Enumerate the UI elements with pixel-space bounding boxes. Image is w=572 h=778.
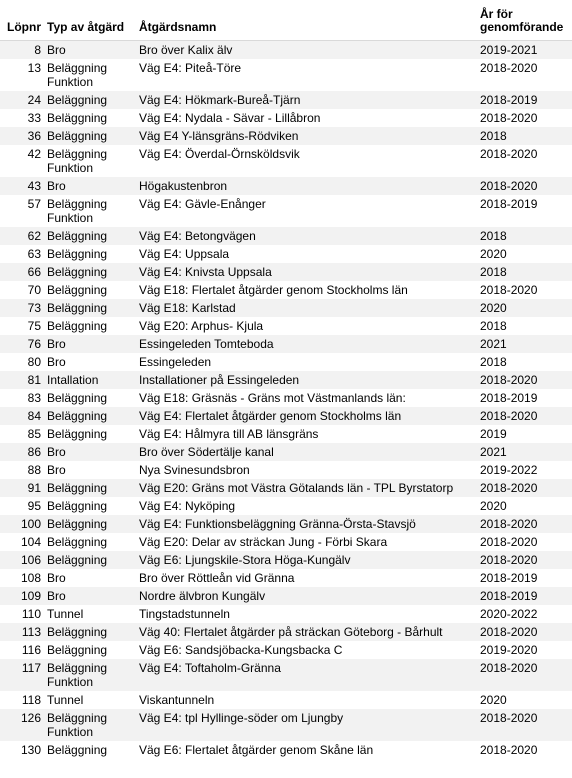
cell-typ-text: Beläggning — [47, 711, 108, 725]
cell-lopnr: 109 — [0, 587, 43, 605]
cell-typ — [43, 569, 135, 587]
table-row — [0, 533, 572, 551]
table-row — [0, 109, 572, 127]
header-ar — [476, 0, 572, 41]
cell-typ — [43, 263, 135, 281]
cell-lopnr: 83 — [27, 391, 41, 405]
cell-namn: Väg E4: Knivsta Uppsala — [135, 263, 476, 281]
cell-ar: 2021 — [476, 335, 572, 353]
cell-namn: Väg E6: Flertalet åtgärder genom Skåne län — [139, 743, 374, 757]
cell-lopnr: 110 — [21, 607, 41, 621]
cell-lopnr: 13 — [27, 61, 41, 75]
cell-ar: 2019-2022 — [480, 463, 538, 477]
cell-ar: 2018 — [480, 319, 507, 333]
cell-typ-text: Beläggning — [47, 391, 108, 405]
table-row — [0, 709, 572, 741]
cell-namn: Väg E4 Y-länsgräns-Rödviken — [135, 127, 476, 145]
cell-namn: Väg E4: Betongvägen — [135, 227, 476, 245]
table-row — [0, 177, 572, 195]
cell-typ — [43, 299, 135, 317]
cell-lopnr: 70 — [27, 283, 41, 297]
cell-lopnr: 8 — [0, 41, 43, 60]
header-lopnr: Löpnr — [0, 0, 43, 41]
cell-namn: Väg E18: Flertalet åtgärder genom Stockholms län — [139, 283, 408, 297]
cell-typ-text: Beläggning — [47, 229, 108, 243]
cell-typ-text: Beläggning — [47, 409, 108, 423]
cell-typ — [43, 533, 135, 551]
cell-lopnr: 33 — [27, 111, 41, 125]
cell-namn: Essingeleden Tomteboda — [135, 335, 476, 353]
cell-namn: Väg E6: Ljungskile-Stora Höga-Kungälv — [135, 551, 476, 569]
cell-namn: Väg E4: Överdal-Örnsköldsvik — [139, 147, 300, 161]
cell-lopnr: 76 — [0, 335, 43, 353]
cell-namn: Väg E4: Hökmark-Bureå-Tjärn — [135, 91, 476, 109]
table-row — [0, 245, 572, 263]
cell-ar: 2018 — [476, 127, 572, 145]
cell-typ-text: Beläggning — [47, 743, 108, 757]
header-ar-line1: År för — [480, 7, 513, 21]
cell-typ-text: Beläggning — [47, 517, 108, 531]
cell-typ-text: Beläggning — [47, 427, 108, 441]
cell-lopnr: 85 — [27, 427, 41, 441]
table-row — [0, 443, 572, 461]
cell-lopnr: 91 — [0, 479, 43, 497]
cell-typ-text: Beläggning — [47, 61, 108, 75]
cell-typ — [43, 587, 135, 605]
table-header — [0, 0, 572, 41]
cell-lopnr: 106 — [0, 551, 43, 569]
cell-namn: Essingeleden — [139, 355, 212, 369]
cell-typ-text: Tunnel — [47, 607, 84, 621]
cell-namn: Väg E4: Flertalet åtgärder genom Stockholms län — [135, 407, 476, 425]
cell-typ — [43, 317, 135, 335]
cell-ar: 2018-2020 — [480, 147, 538, 161]
cell-typ — [43, 479, 135, 497]
cell-ar: 2018-2019 — [480, 571, 538, 585]
cell-typ-text: Beläggning — [47, 499, 108, 513]
cell-namn: Väg E4: Nyköping — [139, 499, 236, 513]
cell-namn: Väg E4: Hålmyra till AB länsgräns — [139, 427, 319, 441]
cell-ar: 2018-2020 — [480, 535, 538, 549]
cell-ar: 2018-2020 — [476, 371, 572, 389]
cell-namn: Tingstadstunneln — [139, 607, 230, 621]
cell-typ — [43, 443, 135, 461]
cell-typ-text: Bro — [47, 337, 66, 351]
cell-lopnr: 36 — [0, 127, 43, 145]
cell-typ — [43, 127, 135, 145]
table-row — [0, 317, 572, 335]
table-row — [0, 335, 572, 353]
header-ar-line2: genomförande — [480, 20, 564, 34]
cell-ar: 2018-2020 — [480, 111, 538, 125]
table-row — [0, 659, 572, 691]
table-row — [0, 569, 572, 587]
cell-lopnr: 81 — [0, 371, 43, 389]
cell-typ-text: Beläggning — [47, 643, 108, 657]
cell-ar: 2018-2020 — [480, 283, 538, 297]
cell-namn: Väg E4: Gävle-Enånger — [139, 197, 266, 211]
table-row — [0, 605, 572, 623]
table-row — [0, 641, 572, 659]
cell-namn: Väg E20: Delar av sträckan Jung - Förbi Skara — [139, 535, 388, 549]
cell-ar: 2018-2019 — [476, 587, 572, 605]
cell-lopnr: 113 — [0, 623, 43, 641]
cell-typ-text: Beläggning — [47, 661, 108, 675]
cell-typ — [43, 281, 135, 299]
cell-typ — [43, 335, 135, 353]
cell-ar: 2018-2020 — [476, 551, 572, 569]
cell-lopnr: 130 — [20, 743, 41, 757]
cell-lopnr: 62 — [0, 227, 43, 245]
cell-namn: Installationer på Essingeleden — [135, 371, 476, 389]
cell-typ — [43, 245, 135, 263]
cell-lopnr: 95 — [27, 499, 41, 513]
cell-typ-text: Beläggning — [47, 301, 108, 315]
cell-namn: Viskantunneln — [139, 693, 215, 707]
table-row — [0, 227, 572, 245]
cell-typ — [43, 551, 135, 569]
cell-ar: 2018-2020 — [480, 743, 538, 757]
cell-namn: Väg E4: Funktionsbeläggning Gränna-Örsta-Stavsjö — [135, 515, 476, 533]
cell-lopnr: 86 — [0, 443, 43, 461]
table-row — [0, 59, 572, 91]
cell-typ-subtext: Funktion — [47, 725, 94, 739]
table-row — [0, 623, 572, 641]
cell-namn: Väg E4: Uppsala — [139, 247, 230, 261]
cell-typ — [43, 371, 135, 389]
table-row — [0, 389, 572, 407]
cell-ar: 2021 — [476, 443, 572, 461]
cell-typ — [43, 691, 135, 709]
cell-ar: 2018-2020 — [476, 659, 572, 691]
cell-namn: Väg E4: Nydala - Sävar - Lillåbron — [139, 111, 321, 125]
cell-lopnr: 75 — [27, 319, 41, 333]
cell-typ-text: Beläggning — [47, 111, 108, 125]
cell-typ — [43, 41, 135, 60]
table-body — [0, 41, 572, 760]
table-row — [0, 145, 572, 177]
cell-typ-text: Bro — [47, 445, 66, 459]
cell-lopnr: 84 — [0, 407, 43, 425]
table-row — [0, 425, 572, 443]
table-row — [0, 515, 572, 533]
table-row — [0, 741, 572, 759]
cell-lopnr: 57 — [27, 197, 41, 211]
cell-typ-text: Intallation — [47, 373, 99, 387]
table-row — [0, 91, 572, 109]
cell-lopnr: 100 — [0, 515, 43, 533]
cell-namn: Bro över Röttleån vid Gränna — [139, 571, 295, 585]
cell-typ-text: Beläggning — [47, 247, 108, 261]
table-row — [0, 41, 572, 60]
cell-lopnr: 66 — [0, 263, 43, 281]
cell-typ-text: Beläggning — [47, 319, 108, 333]
cell-lopnr: 117 — [0, 659, 43, 691]
cell-typ-text: Beläggning — [47, 283, 108, 297]
table-row — [0, 195, 572, 227]
cell-typ — [43, 109, 135, 127]
cell-lopnr: 108 — [20, 571, 41, 585]
cell-namn: Väg E20: Gräns mot Västra Götalands län - TPL Byrstatorp — [135, 479, 476, 497]
cell-typ-text: Beläggning — [47, 481, 108, 495]
cell-namn: Väg E20: Arphus- Kjula — [139, 319, 264, 333]
header-typ: Typ av åtgärd — [43, 0, 135, 41]
table-row — [0, 551, 572, 569]
cell-ar: 2018-2020 — [476, 623, 572, 641]
cell-typ — [43, 91, 135, 109]
cell-typ — [43, 425, 135, 443]
cell-namn: Väg E4: Toftaholm-Gränna — [135, 659, 476, 691]
cell-ar: 2018-2019 — [480, 391, 538, 405]
table-row — [0, 461, 572, 479]
cell-typ — [43, 605, 135, 623]
cell-ar: 2020 — [476, 299, 572, 317]
cell-typ-text: Bro — [47, 179, 66, 193]
cell-ar: 2020-2022 — [480, 607, 538, 621]
cell-ar: 2018 — [476, 227, 572, 245]
cell-namn: Väg 40: Flertalet åtgärder på sträckan Göteborg - Bårhult — [135, 623, 476, 641]
table-row — [0, 479, 572, 497]
table-row — [0, 263, 572, 281]
header-namn: Åtgärdsnamn — [135, 0, 476, 41]
cell-typ — [43, 741, 135, 759]
cell-namn: Bro över Södertälje kanal — [135, 443, 476, 461]
cell-typ-text: Bro — [47, 355, 66, 369]
cell-namn: Väg E4: Piteå-Töre — [139, 61, 242, 75]
table-row — [0, 299, 572, 317]
cell-typ — [43, 461, 135, 479]
cell-typ-text: Beläggning — [47, 129, 108, 143]
cell-typ — [43, 659, 135, 691]
cell-namn: Högakustenbron — [135, 177, 476, 195]
cell-typ-subtext: Funktion — [47, 211, 94, 225]
cell-ar: 2019-2020 — [480, 643, 538, 657]
cell-typ — [43, 641, 135, 659]
cell-ar: 2018-2020 — [476, 479, 572, 497]
cell-ar: 2018 — [476, 263, 572, 281]
cell-ar: 2018-2019 — [476, 91, 572, 109]
cell-lopnr: 104 — [20, 535, 41, 549]
cell-lopnr: 42 — [27, 147, 41, 161]
cell-typ — [43, 227, 135, 245]
cell-typ — [43, 59, 135, 91]
cell-lopnr: 116 — [21, 643, 41, 657]
cell-typ — [43, 709, 135, 741]
cell-ar: 2020 — [480, 247, 507, 261]
table-row — [0, 497, 572, 515]
cell-typ — [43, 145, 135, 177]
cell-typ-text: Beläggning — [47, 625, 108, 639]
cell-lopnr: 43 — [0, 177, 43, 195]
cell-typ-subtext: Funktion — [47, 75, 94, 89]
cell-typ-text: Beläggning — [47, 147, 108, 161]
table-row — [0, 691, 572, 709]
table-row — [0, 281, 572, 299]
cell-typ-text: Bro — [47, 463, 66, 477]
cell-ar: 2020 — [480, 693, 507, 707]
cell-namn: Väg E4: tpl Hyllinge-söder om Ljungby — [135, 709, 476, 741]
cell-lopnr: 80 — [27, 355, 41, 369]
cell-namn: Nordre älvbron Kungälv — [135, 587, 476, 605]
cell-typ — [43, 353, 135, 371]
cell-typ — [43, 407, 135, 425]
cell-ar: 2018-2020 — [476, 709, 572, 741]
cell-namn: Väg E18: Karlstad — [135, 299, 476, 317]
cell-typ-text: Beläggning — [47, 265, 108, 279]
cell-typ-text: Tunnel — [47, 693, 84, 707]
table-row — [0, 587, 572, 605]
cell-ar: 2018-2019 — [480, 197, 538, 211]
cell-ar: 2019-2021 — [476, 41, 572, 60]
cell-lopnr: 88 — [27, 463, 41, 477]
cell-ar: 2018-2020 — [476, 177, 572, 195]
cell-ar: 2019 — [480, 427, 507, 441]
cell-typ — [43, 195, 135, 227]
cell-ar: 2018-2020 — [480, 61, 538, 75]
cell-typ — [43, 623, 135, 641]
table-row — [0, 127, 572, 145]
cell-ar: 2018 — [480, 355, 507, 369]
cell-typ-text: Beläggning — [47, 93, 108, 107]
cell-typ-text: Beläggning — [47, 197, 108, 211]
table-row — [0, 371, 572, 389]
table-row — [0, 407, 572, 425]
cell-typ-text: Beläggning — [47, 535, 108, 549]
cell-typ-text: Bro — [47, 43, 66, 57]
cell-typ — [43, 497, 135, 515]
cell-typ-subtext: Funktion — [47, 161, 94, 175]
cell-typ — [43, 389, 135, 407]
cell-namn: Väg E6: Sandsjöbacka-Kungsbacka C — [139, 643, 343, 657]
cell-ar: 2018-2020 — [476, 515, 572, 533]
cell-typ-text: Bro — [47, 571, 66, 585]
cell-typ-text: Beläggning — [47, 553, 108, 567]
cell-typ — [43, 515, 135, 533]
cell-typ — [43, 177, 135, 195]
table-row — [0, 353, 572, 371]
cell-lopnr: 118 — [21, 693, 41, 707]
cell-namn: Väg E18: Gräsnäs - Gräns mot Västmanlands län: — [139, 391, 406, 405]
cell-namn: Nya Svinesundsbron — [139, 463, 250, 477]
header-row — [0, 0, 572, 41]
cell-ar: 2018-2020 — [476, 407, 572, 425]
cell-lopnr: 24 — [0, 91, 43, 109]
cell-ar: 2020 — [480, 499, 507, 513]
cell-lopnr: 73 — [0, 299, 43, 317]
cell-lopnr: 126 — [0, 709, 43, 741]
cell-namn: Bro över Kalix älv — [135, 41, 476, 60]
cell-lopnr: 63 — [27, 247, 41, 261]
cell-typ-subtext: Funktion — [47, 675, 94, 689]
cell-typ-text: Bro — [47, 589, 66, 603]
